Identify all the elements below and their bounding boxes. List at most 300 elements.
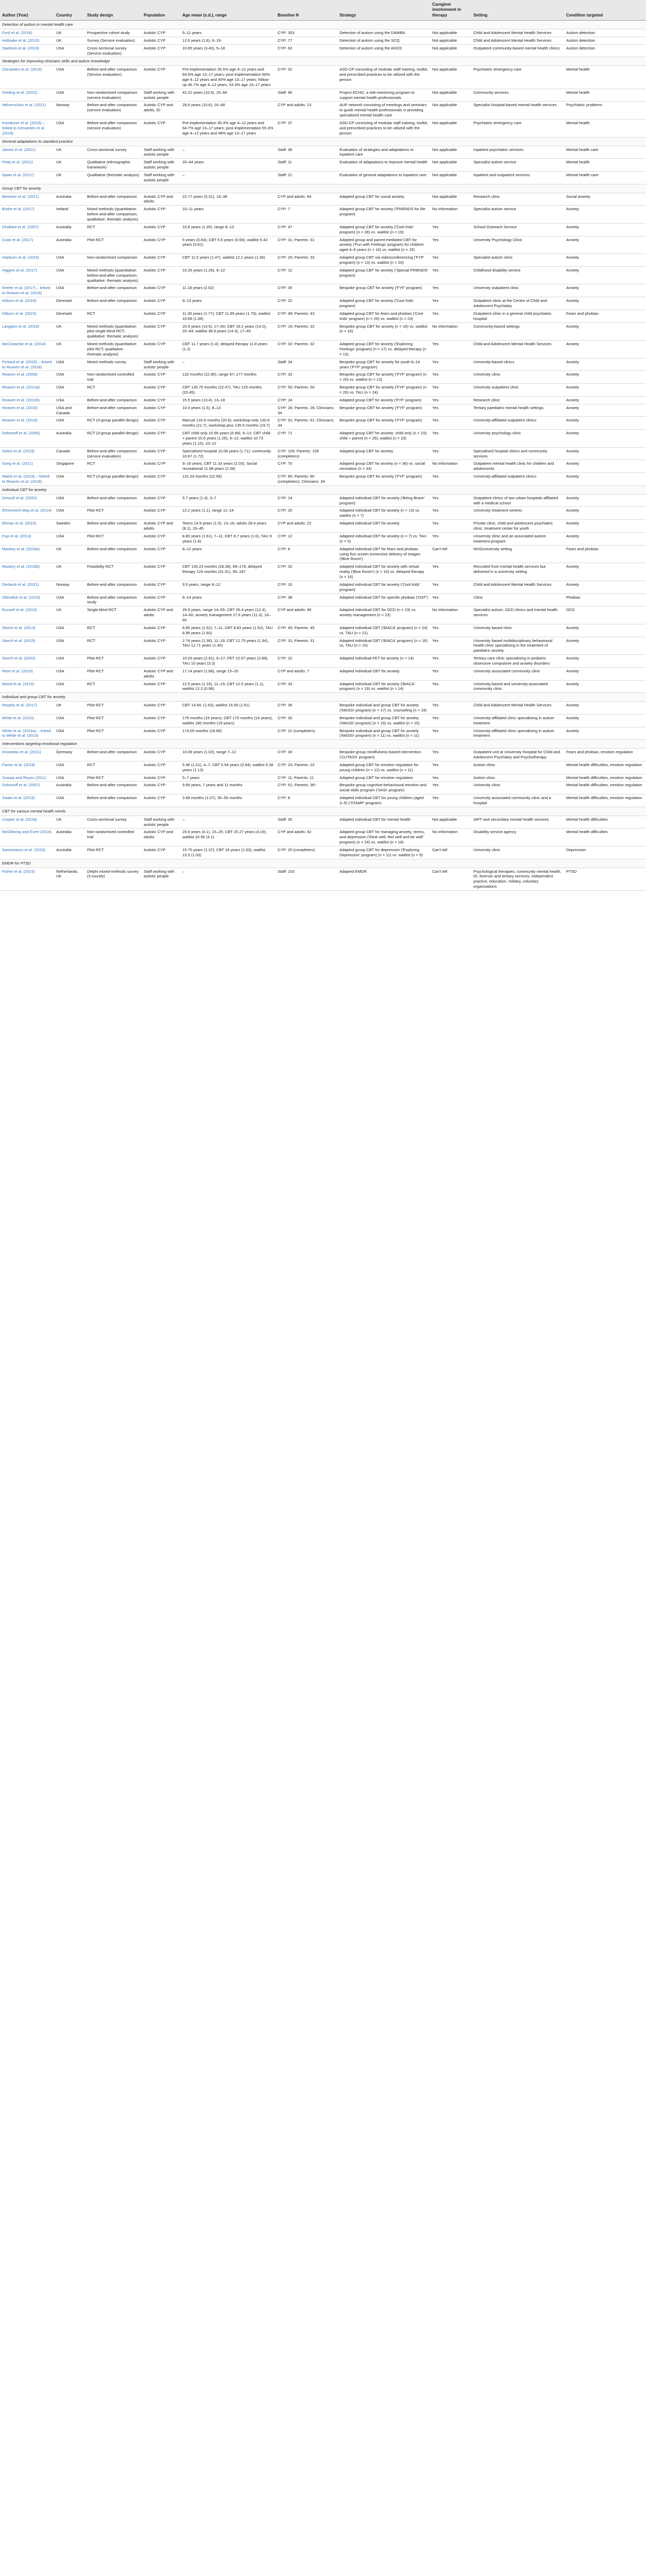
cell-condition: Autism detection xyxy=(564,44,646,57)
cell-population: Autistic CYP xyxy=(142,284,180,297)
cell-author[interactable]: Cervantes et al. (2019) xyxy=(0,66,54,89)
cell-setting: University based multidisciplinary behavioural health clinic specialising in the treatment of paediatric anxiety xyxy=(471,637,564,655)
cell-author[interactable]: Wood et al. (2015) xyxy=(0,680,54,693)
cell-author[interactable]: Sofronoff et al. (2007) xyxy=(0,782,54,794)
cell-author[interactable]: Russell et al. (2013) xyxy=(0,606,54,624)
cell-author[interactable]: Helverschou et al. (2021) xyxy=(0,101,54,120)
cell-country: UK xyxy=(54,146,85,159)
cell-strategy: Adapted individual CBT for anxiety with virtual reality ('Blue Room') (n = 16) vs. delayed therapy (n = 16) xyxy=(337,563,430,581)
cell-condition: Anxiety xyxy=(564,655,646,668)
cell-author[interactable]: Sofronoff et al. (2005) xyxy=(0,430,54,448)
cell-author[interactable]: Ollendick et al. (2015) xyxy=(0,594,54,606)
cell-baseline-n: CYP: 47 xyxy=(276,223,337,236)
cell-population: Autistic CYP xyxy=(142,702,180,715)
cell-study-design: Before-and-after comparison xyxy=(85,581,142,594)
cell-condition: Fears and phobias xyxy=(564,310,646,323)
table-header-row xyxy=(0,0,646,21)
cell-country: USA xyxy=(54,66,85,89)
cell-setting: University outpatient clinic xyxy=(471,384,564,397)
cell-strategy: Bespoke group CBT for anxiety ('FYF' program) xyxy=(337,473,430,486)
cell-population: Autistic CYP xyxy=(142,120,180,138)
cell-condition: Depression xyxy=(564,846,646,859)
section-title: Strategies for improving clinicians skills and autism knowledge xyxy=(0,57,646,66)
cell-age: 9–16 years; CBT 11.33 years (2.03), Social recreational 11.98 years (2.38) xyxy=(180,460,276,473)
cell-population: Autistic CYP xyxy=(142,494,180,507)
cell-study-design: Non-randomised comparison xyxy=(85,254,142,267)
cell-caregiver: Not applicable xyxy=(430,101,471,120)
cell-study-design: Pilot RCT xyxy=(85,702,142,715)
cell-caregiver: Yes xyxy=(430,384,471,397)
cell-study-design: Qualitative (thematic analysis) xyxy=(85,171,142,184)
cell-author[interactable]: Scarpa and Reyes (2011) xyxy=(0,774,54,782)
cell-strategy: Adapted group CBT for anxiety ('Cool Kids' program) xyxy=(337,297,430,310)
cell-country: USA xyxy=(54,254,85,267)
cell-caregiver: Yes xyxy=(430,223,471,236)
cell-country: Australia xyxy=(54,193,85,206)
cell-caregiver: No information xyxy=(430,828,471,846)
cell-condition: Anxiety xyxy=(564,266,646,284)
cell-age: 15.75 years (1.37); CBT 16 years (1.63), waitlist 15.5 (1.03) xyxy=(180,846,276,859)
cell-country: USA xyxy=(54,637,85,655)
cell-baseline-n: Staff: 21 xyxy=(276,171,337,184)
cell-caregiver: Not applicable xyxy=(430,171,471,184)
cell-strategy: Adapted individual CBT for young children (aged 3–5) ('STAMP' program) xyxy=(337,794,430,807)
cell-author[interactable]: Reaven et al. (2009) xyxy=(0,371,54,384)
cell-baseline-n: CYP: 22 xyxy=(276,655,337,668)
cell-age: 3.69 months (1.07), 30–56 months xyxy=(180,794,276,807)
cell-population: Autistic CYP xyxy=(142,254,180,267)
cell-baseline-n: CYP: 35 xyxy=(276,284,337,297)
cell-setting: University based clinic xyxy=(471,624,564,637)
cell-caregiver: Yes xyxy=(430,714,471,727)
cell-setting: NHS/university setting xyxy=(471,545,564,563)
cell-population: Staff working with autistic people xyxy=(142,146,180,159)
cell-author[interactable]: Fujii et al. (2013) xyxy=(0,532,54,545)
cell-baseline-n: CYP: 19; Parents: 32 xyxy=(276,323,337,341)
cell-study-design: RCT (3-group parallel design) xyxy=(85,473,142,486)
cell-country: Norway xyxy=(54,581,85,594)
cell-author[interactable]: Fisher et al. (2023) xyxy=(0,868,54,890)
cell-strategy: Bespoke individual and group CBT for anxiety ('MASSI' program) (n = 17) vs. counseling (n = 19) xyxy=(337,702,430,715)
cell-author[interactable]: Petty et al. (2021) xyxy=(0,159,54,172)
cell-country: USA xyxy=(54,714,85,727)
cell-setting: Childhood disability service xyxy=(471,266,564,284)
cell-age: 12.6 years (1.6), 6–19 xyxy=(180,37,276,44)
cell-population: Staff working with autistic people xyxy=(142,868,180,890)
cell-country: Australia xyxy=(54,828,85,846)
cell-country: USA xyxy=(54,507,85,520)
cell-author[interactable]: Ford et al. (2018) xyxy=(0,29,54,37)
cell-study-design: Mixed methods (quantitative: pilot RCT; qualitative: thematic analysis) xyxy=(85,341,142,359)
cell-caregiver: Yes xyxy=(430,310,471,323)
cell-country: UK xyxy=(54,702,85,715)
cell-author[interactable]: Santomauro et al. (2016) xyxy=(0,846,54,859)
cell-author[interactable]: Cook et al. (2017) xyxy=(0,236,54,254)
header-strategy: Strategy xyxy=(337,0,430,21)
cell-author[interactable]: Langdon et al. (2016) xyxy=(0,323,54,341)
cell-condition: Fears and phobias, emotion regulation xyxy=(564,749,646,761)
cell-author[interactable]: Spain et al. (2017) xyxy=(0,171,54,184)
cell-author[interactable]: Sung et al. (2011) xyxy=(0,460,54,473)
cell-caregiver: Yes xyxy=(430,782,471,794)
cell-caregiver: Yes xyxy=(430,624,471,637)
cell-caregiver: Yes xyxy=(430,507,471,520)
cell-population: Autistic CYP xyxy=(142,473,180,486)
section-title: Detection of autism in mental health care xyxy=(0,21,646,29)
cell-author[interactable]: Reaven et al. (2012b) xyxy=(0,396,54,404)
cell-country: Denmark xyxy=(54,310,85,323)
cell-population: Staff working with autistic people xyxy=(142,89,180,101)
cell-setting: University outpatient clinic xyxy=(471,284,564,297)
cell-author[interactable]: Chalfant et al. (2007) xyxy=(0,223,54,236)
header-population: Population xyxy=(142,0,180,21)
cell-condition: Anxiety xyxy=(564,284,646,297)
cell-baseline-n: CYP: 91; Parents: 91; Clinicians: 34 xyxy=(276,417,337,430)
cell-caregiver: Yes xyxy=(430,702,471,715)
cell-setting: University psychology clinic xyxy=(471,430,564,448)
cell-setting: Recruited from mental health services but delivered in a university setting xyxy=(471,563,564,581)
cell-age: Pre-implementation 35.3% age 4–12 years and 64.7% age 13–17 years; post-implementation 55.3% age 4–12 years and 48% age 13–17 years xyxy=(180,120,276,138)
cell-population: Autistic CYP xyxy=(142,236,180,254)
cell-baseline-n: Staff: 38 xyxy=(276,146,337,159)
cell-setting: Specialist autism service xyxy=(471,159,564,172)
cell-caregiver: Yes xyxy=(430,417,471,430)
cell-country: USA xyxy=(54,727,85,740)
section-title: Interventions targeting emotional regulation xyxy=(0,740,646,749)
cell-condition: Mental health difficulties xyxy=(564,828,646,846)
cell-age: Teens 14.9 years (1.5), 13–16; adults 28.4 years (8.1), 19–45 xyxy=(180,520,276,533)
cell-study-design: RCT xyxy=(85,460,142,473)
cell-age: 10.08 years (1.02), range 7–12 xyxy=(180,749,276,761)
table-row xyxy=(0,794,646,807)
cell-age: 20–44 years xyxy=(180,159,276,172)
cell-strategy: Adapted group CBT for emotion regulation xyxy=(337,774,430,782)
cell-baseline-n: CYP: 38 xyxy=(276,594,337,606)
cell-baseline-n: Staff: 11 xyxy=(276,159,337,172)
table-row xyxy=(0,37,646,44)
section-header-row xyxy=(0,740,646,749)
cell-author[interactable]: Storch et al. (2020) xyxy=(0,655,54,668)
header-baseline-n: Baseline N xyxy=(276,0,337,21)
cell-population: Autistic CYP xyxy=(142,545,180,563)
cell-country: Ireland xyxy=(54,206,85,224)
cell-author[interactable]: Drüsedau et al. (2021) xyxy=(0,749,54,761)
cell-baseline-n: CYP: 12 xyxy=(276,532,337,545)
cell-age: 26.9 years, range 14–65; CBT 26.4 years (12.4), 14–60, anxiety management 27.6 years (11.3), 16–65 xyxy=(180,606,276,624)
cell-strategy: Adapted individual CBT for OCD (n = 23) vs. anxiety management (n = 23) xyxy=(337,606,430,624)
cell-author[interactable]: Higgins et al. (2017) xyxy=(0,266,54,284)
cell-strategy: Bespoke group CBT for anxiety ('FYF' program) (n = 26) vs. TAU (n = 24) xyxy=(337,384,430,397)
cell-age: – xyxy=(180,816,276,828)
cell-study-design: Pilot RCT xyxy=(85,532,142,545)
cell-age: 10.4 years (1.5), 8–13 xyxy=(180,404,276,417)
cell-caregiver: Yes xyxy=(430,404,471,417)
cell-author[interactable]: Storch et al. (2015) xyxy=(0,637,54,655)
cell-study-design: Delphi mixed-methods survey (3 rounds) xyxy=(85,868,142,890)
cell-caregiver: Not applicable xyxy=(430,146,471,159)
cell-age: 20.9 years (14.5), 17–60; CBT 33.2 years (14.0), 20–64; waitlist 36.9 years (14.3), 17–65 xyxy=(180,323,276,341)
table-container xyxy=(0,0,646,891)
cell-author[interactable]: Reaven et al. (2018) xyxy=(0,417,54,430)
cell-setting: Psychiatric emergency care xyxy=(471,66,564,89)
cell-age: 5.46 (1.01), 4–7; CBT 5.54 years (0.94), waitlist 5.38 years (1.13) xyxy=(180,761,276,774)
cell-strategy: Adapted group CBT for emotion regulation for young children (n = 12) vs. waitlist (n = 11) xyxy=(337,761,430,774)
cell-strategy: Adapted group CBT for depression ('Exploring Depression' program) (n = 11) vs. waitlist (n = 9) xyxy=(337,846,430,859)
cell-study-design: Mixed methods (quantitative: before-and-after comparison; qualitative: thematic analysis) xyxy=(85,266,142,284)
cell-author[interactable]: Burke et al. (2017) xyxy=(0,206,54,224)
cell-condition: Anxiety xyxy=(564,396,646,404)
cell-population: Autistic CYP xyxy=(142,417,180,430)
cell-author[interactable]: Kilburn et al. (2023) xyxy=(0,310,54,323)
cell-study-design: RCT (3-group parallel design) xyxy=(85,430,142,448)
cell-baseline-n: CYP: 45; Parents: 45 xyxy=(276,624,337,637)
cell-strategy: Adapted individual CBT for anxiety (n = 13) vs. waitlist (n = 7) xyxy=(337,507,430,520)
cell-age: 10.03 years (2.91), 6–17; FET 10.07 years (2.89), TAU 10 years (3.3) xyxy=(180,655,276,668)
cell-author[interactable]: Stadnick et al. (2019) xyxy=(0,44,54,57)
section-title: Individual and group CBT for anxiety xyxy=(0,693,646,702)
cell-population: Autistic CYP xyxy=(142,761,180,774)
cell-population: Autistic CYP xyxy=(142,727,180,740)
cell-strategy: Adapted individual CBT for anxiety ('Being Brave' program) xyxy=(337,494,430,507)
cell-population: Autistic CYP xyxy=(142,323,180,341)
cell-study-design: Single-blind RCT xyxy=(85,606,142,624)
cell-age: – xyxy=(180,146,276,159)
cell-baseline-n: CYP: 80; Parents: 80 (completers); Clinicians: 34 xyxy=(276,473,337,486)
cell-country: UK xyxy=(54,563,85,581)
table-row xyxy=(0,846,646,859)
cell-population: Autistic CYP xyxy=(142,714,180,727)
table-row xyxy=(0,727,646,740)
cell-author[interactable]: McConachie et al. (2014) xyxy=(0,341,54,359)
cell-author[interactable]: Maskey et al. (2019a) xyxy=(0,545,54,563)
cell-population: Autistic CYP xyxy=(142,563,180,581)
cell-population: Autistic CYP and adults xyxy=(142,667,180,680)
cell-caregiver: Yes xyxy=(430,520,471,533)
cell-baseline-n: CYP: 24 xyxy=(276,396,337,404)
cell-study-design: Before-and-after comparison (service evaluation) xyxy=(85,447,142,460)
cell-author[interactable]: Hepburn et al. (2016) xyxy=(0,254,54,267)
cell-caregiver: Yes xyxy=(430,532,471,545)
cell-setting: University-affiliated clinic specialising in autism treatment xyxy=(471,727,564,740)
cell-condition: Anxiety xyxy=(564,507,646,520)
cell-country: USA xyxy=(54,594,85,606)
cell-study-design: Pilot RCT xyxy=(85,727,142,740)
cell-author[interactable]: Walsh et al. (2018) – linked to Reaven et al. (2018) xyxy=(0,473,54,486)
cell-population: Autistic CYP xyxy=(142,384,180,397)
cell-author[interactable]: Wise et al. (2019) xyxy=(0,667,54,680)
cell-condition: Mental health difficulties xyxy=(564,816,646,828)
cell-study-design: Survey (Service evaluation) xyxy=(85,37,142,44)
cell-setting: Child and Adolescent Mental Health Services xyxy=(471,37,564,44)
cell-age: Manual 132.6 months (20.6), workshop-only 130.6 months (21.7), workshop plus 135.5 months (19.7) xyxy=(180,417,276,430)
cell-setting: University-affiliated outpatient clinics xyxy=(471,473,564,486)
cell-author[interactable]: James et al. (2021) xyxy=(0,146,54,159)
cell-baseline-n: CYP: 20 xyxy=(276,507,337,520)
table-row xyxy=(0,266,646,284)
cell-population: Staff working with autistic people xyxy=(142,816,180,828)
cell-caregiver: No information xyxy=(430,606,471,624)
cell-study-design: Cross-sectional survey xyxy=(85,146,142,159)
table-row xyxy=(0,29,646,37)
cell-setting: Child and Adolescent Mental Health Services xyxy=(471,581,564,594)
cell-age: CBT 14.94, (1.63), waitlist 15.56 (1.51) xyxy=(180,702,276,715)
cell-population: Autistic CYP xyxy=(142,581,180,594)
cell-setting: IAPT and secondary mental health services xyxy=(471,816,564,828)
cell-author[interactable]: Factor et al. (2019) xyxy=(0,761,54,774)
cell-setting: University-based clinics xyxy=(471,358,564,371)
cell-age: 2.74 years (1.36), 11–16; CBT 12.75 years (1.34), TAU 12.71 years (1.40) xyxy=(180,637,276,655)
cell-author[interactable]: McGillivray and Evert (2014) xyxy=(0,828,54,846)
cell-author[interactable]: Murphy et al. (2017) xyxy=(0,702,54,715)
cell-strategy: Bespoke group CBT for anxiety ('FYF' program) xyxy=(337,284,430,297)
cell-country: USA xyxy=(54,120,85,138)
cell-population: Autistic CYP xyxy=(142,37,180,44)
cell-setting: University treatment centres xyxy=(471,507,564,520)
header-country: Country xyxy=(54,0,85,21)
cell-strategy: Detection of autism using the DAWBA xyxy=(337,29,430,37)
cell-baseline-n: CYP and adults: 84 xyxy=(276,193,337,206)
cell-author[interactable]: Dreiling et al. (2022) xyxy=(0,89,54,101)
cell-baseline-n: CYP: 105; Parents: 105 (completers) xyxy=(276,447,337,460)
cell-setting: University clinic xyxy=(471,846,564,859)
cell-country: Sweden xyxy=(54,520,85,533)
cell-setting: Tertiary paediatric mental health settings xyxy=(471,404,564,417)
cell-strategy: Adapted individual CBT for mental health xyxy=(337,816,430,828)
cell-author[interactable]: Keefer et al. (2017) – linked to Reaven et al. (2018) xyxy=(0,284,54,297)
cell-condition: Anxiety xyxy=(564,371,646,384)
cell-study-design: Before-and-after comparison xyxy=(85,782,142,794)
cell-author[interactable]: Bemmer et al. (2021) xyxy=(0,193,54,206)
cell-population: Staff working with autistic people xyxy=(142,358,180,371)
cell-country: UK xyxy=(54,37,85,44)
cell-country: UK xyxy=(54,545,85,563)
cell-age: 12.5 years (1.16), 11–15; CBT 12.5 years (1.1), waitlist 12.2 (0.98) xyxy=(180,680,276,693)
cell-author[interactable]: Kuriakose et al. (2018) – linked to Cervantes et al. (2019) xyxy=(0,120,54,138)
cell-caregiver: No information xyxy=(430,460,471,473)
cell-strategy: AUP network consisting of meetings and seminars to guide mental health professionals in providing specialized mental health care xyxy=(337,101,430,120)
cell-author[interactable]: Maskey et al. (2019b) xyxy=(0,563,54,581)
table-row xyxy=(0,101,646,120)
cell-setting: Clinic xyxy=(471,594,564,606)
cell-setting: University-affiliated outpatient clinics xyxy=(471,417,564,430)
cell-population: Autistic CYP xyxy=(142,624,180,637)
table-row xyxy=(0,868,646,890)
cell-author[interactable]: White et al. (2013) xyxy=(0,714,54,727)
section-header-row xyxy=(0,807,646,816)
cell-author[interactable]: Cooper et al. (2018) xyxy=(0,816,54,828)
cell-condition: Mental health care xyxy=(564,146,646,159)
cell-strategy: Adapted group CBT for anxiety ('Cool Kids' program) (n = 28) vs. waitlist (n = 19) xyxy=(337,223,430,236)
cell-country: UK xyxy=(54,606,85,624)
cell-author[interactable]: Holloake et al. (2015) xyxy=(0,37,54,44)
cell-country: UK xyxy=(54,29,85,37)
section-header-row xyxy=(0,184,646,193)
cell-author[interactable]: Oerbeck et al. (2021) xyxy=(0,581,54,594)
cell-condition: Anxiety xyxy=(564,624,646,637)
cell-caregiver: Not applicable xyxy=(430,37,471,44)
cell-country: USA xyxy=(54,794,85,807)
cell-author[interactable]: Driscoll et al. (2020) xyxy=(0,494,54,507)
cell-population: Autistic CYP xyxy=(142,460,180,473)
table-row xyxy=(0,594,646,606)
cell-age: 10.25 years (1.26), 9–12 xyxy=(180,266,276,284)
cell-baseline-n: CYP: 22 (completers) xyxy=(276,727,337,740)
cell-age: 22.77 years (5.31), 16–38 xyxy=(180,193,276,206)
cell-caregiver: Yes xyxy=(430,667,471,680)
cell-author[interactable]: Soltcii et al. (2019) xyxy=(0,447,54,460)
cell-author[interactable]: Ehrenreich-May et al. (2014) xyxy=(0,507,54,520)
cell-country: USA xyxy=(54,384,85,397)
cell-study-design: Before-and-after comparison xyxy=(85,396,142,404)
cell-caregiver: Yes xyxy=(430,727,471,740)
section-header-row xyxy=(0,693,646,702)
cell-baseline-n: CYP: 36 xyxy=(276,702,337,715)
cell-baseline-n: CYP: 77 xyxy=(276,37,337,44)
cell-age: CBT 11.7 years (1.4), delayed therapy 11.8 years (1.2) xyxy=(180,341,276,359)
table-row xyxy=(0,417,646,430)
cell-condition: Mental health difficulties, emotion regulation xyxy=(564,782,646,794)
table-row xyxy=(0,680,646,693)
cell-author[interactable]: Storch et al. (2013) xyxy=(0,624,54,637)
cell-study-design: Pilot RCT xyxy=(85,236,142,254)
cell-setting: University-affiliated clinic specialising in autism treatment xyxy=(471,714,564,727)
cell-country: Australia xyxy=(54,223,85,236)
cell-population: Autistic CYP and adults xyxy=(142,520,180,533)
cell-baseline-n: CYP: 71 xyxy=(276,430,337,448)
table-row xyxy=(0,146,646,159)
table-row xyxy=(0,323,646,341)
cell-setting: Specialist autism service xyxy=(471,206,564,224)
cell-country: USA xyxy=(54,417,85,430)
cell-baseline-n: CYP and adults: 42 xyxy=(276,828,337,846)
cell-condition: Anxiety xyxy=(564,206,646,224)
cell-condition: Anxiety xyxy=(564,404,646,417)
cell-author[interactable]: White et al. (2015a) – linked to White et al. (2013) xyxy=(0,727,54,740)
cell-population: Autistic CYP and adults xyxy=(142,828,180,846)
cell-country: Australia xyxy=(54,846,85,859)
cell-setting: Outpatient community-based mental health clinics xyxy=(471,44,564,57)
cell-baseline-n: CYP and adults: 13 xyxy=(276,101,337,120)
cell-caregiver: Yes xyxy=(430,680,471,693)
cell-strategy: Adapted individual CBT for anxiety (n = 7) vs. TAU (n = 5) xyxy=(337,532,430,545)
cell-baseline-n: CYP: 7 xyxy=(276,206,337,224)
cell-author[interactable]: Reaven et al. (2015) xyxy=(0,404,54,417)
cell-study-design: Before-and-after comparison xyxy=(85,749,142,761)
cell-population: Autistic CYP and adults, ID xyxy=(142,101,180,120)
cell-setting: Autism clinic xyxy=(471,761,564,774)
cell-population: Autistic CYP xyxy=(142,404,180,417)
table-row xyxy=(0,494,646,507)
cell-country: Canada xyxy=(54,447,85,460)
cell-study-design: Before-and-after comparison xyxy=(85,545,142,563)
cell-author[interactable]: Pickard et al. (2020) – linked to Reaven et al. (2018) xyxy=(0,358,54,371)
cell-author[interactable]: Kilburn et al. (2018) xyxy=(0,297,54,310)
cell-age: 5.7 years (1.4), 3–7 xyxy=(180,494,276,507)
cell-condition: Anxiety xyxy=(564,637,646,655)
cell-author[interactable]: Reaven et al. (2012a) xyxy=(0,384,54,397)
cell-age: 9–13 years xyxy=(180,297,276,310)
cell-country: USA xyxy=(54,371,85,384)
cell-age: 42.22 years (10.6), 25–66 xyxy=(180,89,276,101)
cell-study-design: Before-and-after comparison (Service evaluation) xyxy=(85,66,142,89)
cell-caregiver: Yes xyxy=(430,266,471,284)
table-row xyxy=(0,297,646,310)
cell-author[interactable]: Swain et al. (2019) xyxy=(0,794,54,807)
cell-baseline-n: CYP and adults: 46 xyxy=(276,606,337,624)
table-row xyxy=(0,223,646,236)
cell-author[interactable]: Ekman et al. (2015) xyxy=(0,520,54,533)
table-row xyxy=(0,89,646,101)
